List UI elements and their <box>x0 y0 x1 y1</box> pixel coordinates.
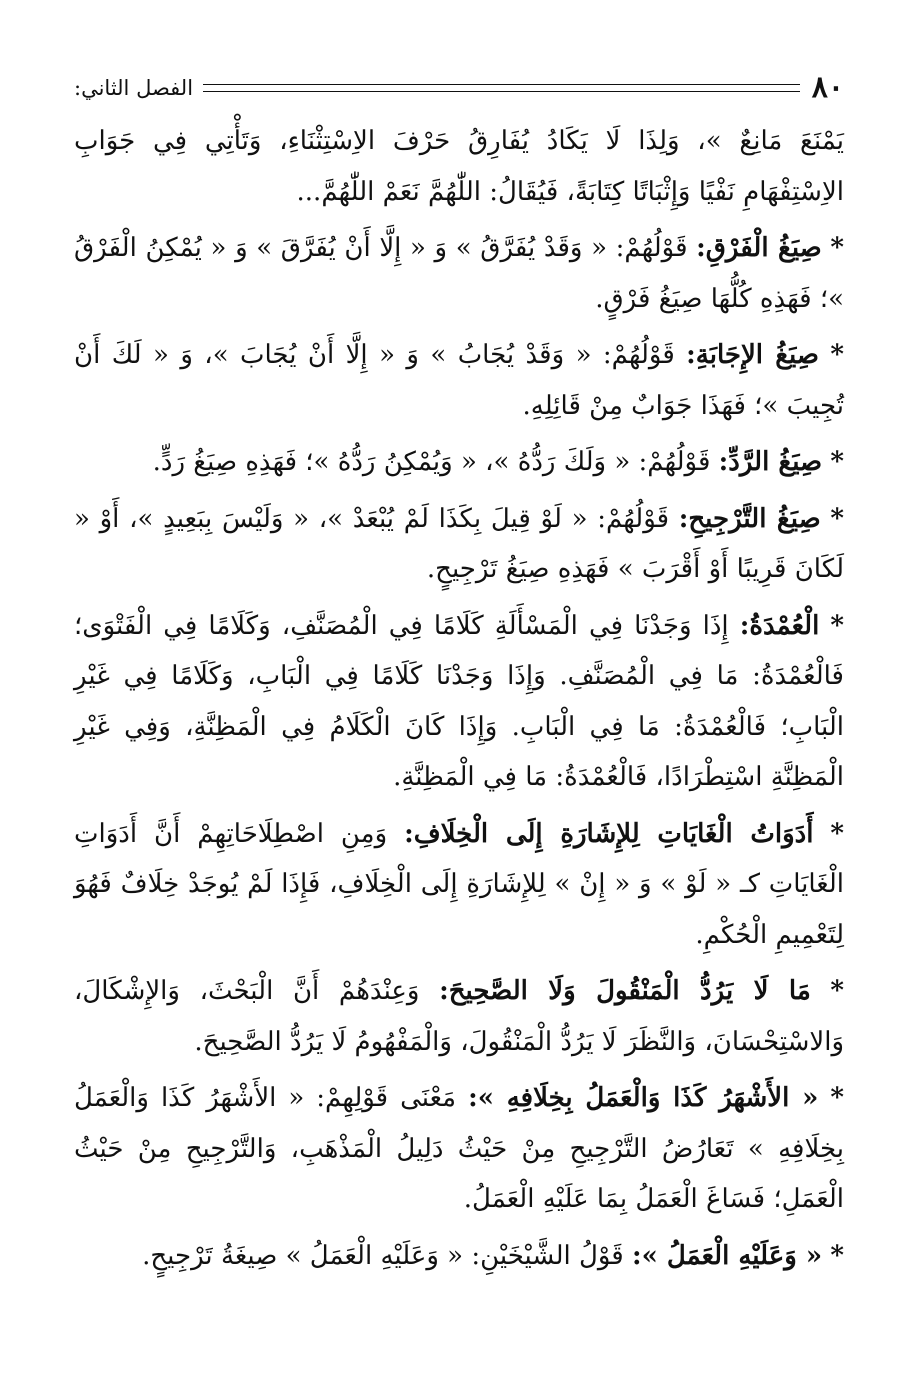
term-heading: مَا لَا يَرُدُّ الْمَنْقُولَ وَلَا الصَّحِيحَ: <box>439 976 811 1006</box>
bullet-star: * <box>830 503 845 534</box>
paragraph-wa-alayhi-alamal <box>74 1231 844 1282</box>
paragraph-adawat-alghayat <box>74 809 844 961</box>
term-heading: أَدَوَاتُ الْغَايَاتِ لِلإِشَارَةِ إِلَى الْخِلَافِ: <box>404 818 814 849</box>
paragraph-text: وَعِنْدَهُمْ أَنَّ الْبَحْثَ، وَالإِشْكَالَ، وَالاسْتِحْسَانَ، وَالنَّظَرَ لَا يَرُدُّ الْمَنْقُولَ، وَالْمَفْهُومُ لَا يَرُدُّ الصَّحِيحَ. <box>74 976 844 1057</box>
bullet-star: * <box>830 1083 845 1113</box>
bullet-star: * <box>830 610 845 641</box>
term-heading: « الأَشْهَرُ كَذَا وَالْعَمَلُ بِخِلَافِهِ »: <box>468 1083 819 1113</box>
page-body <box>74 116 844 1287</box>
paragraph-text: قَوْلُهُمْ: « لَوْ قِيلَ بِكَذَا لَمْ يُبْعَدْ »، « وَلَيْسَ بِبَعِيدٍ »، أَوْ « لَكَانَ قَرِيبًا أَوْ أَقْرَبَ » فَهَذِهِ صِيَغُ تَرْجِيحٍ. <box>74 503 844 584</box>
paragraph-siyagh-alradd <box>74 437 844 488</box>
bullet-star: * <box>830 1240 844 1271</box>
paragraph-text: قَوْلُهُمْ: « وَقَدْ يُجَابُ » وَ « إِلَّا أَنْ يُجَابَ »، وَ « لَكَ أَنْ تُجِيبَ »؛ فَهَذَا جَوَابٌ مِنْ قَائِلِهِ. <box>74 340 844 421</box>
paragraph-siyagh-alijaba <box>74 330 844 431</box>
paragraph-alashhar <box>74 1073 844 1225</box>
term-heading: صِيَغُ الإِجَابَةِ: <box>686 340 819 370</box>
header-rule <box>203 84 800 92</box>
paragraph-alumda <box>74 601 844 803</box>
paragraph-siyagh-alfarq <box>74 223 844 324</box>
term-heading: صِيَغُ التَّرْجِيحِ: <box>678 503 821 534</box>
bullet-star: * <box>830 976 845 1006</box>
paragraph-siyagh-altarjih <box>74 494 844 595</box>
page-number: ٨٠ <box>811 70 844 105</box>
bullet-star: * <box>830 818 845 849</box>
term-heading: الْعُمْدَةُ: <box>739 610 820 641</box>
paragraph-text: قَوْلُهُمْ: « وَلَكَ رَدُّهُ »، « وَيُمْكِنُ رَدُّهُ »؛ فَهَذِهِ صِيَغُ رَدٍّ. <box>152 447 711 477</box>
paragraph-text: يَمْنَعَ مَانِعٌ »، وَلِذَا لَا يَكَادُ يُفَارِقُ حَرْفَ الاِسْتِثْنَاءِ، وَتَأْتِي فِي جَوَابِ الاِسْتِفْهَامِ نَفْيًا وَإِثْبَاتًا كِتَابَةً، فَيُقَالُ: اللّٰهُمَّ نَعَمْ اللّٰهُمَّ... <box>74 126 844 207</box>
bullet-star: * <box>830 233 844 263</box>
bullet-star: * <box>830 447 844 477</box>
paragraph-ma-la-yarudd <box>74 966 844 1067</box>
term-heading: « وَعَلَيْهِ الْعَمَلُ »: <box>632 1240 823 1271</box>
term-heading: صِيَغُ الرَّدِّ: <box>718 447 823 477</box>
chapter-title: الفصل الثاني: <box>74 76 194 100</box>
running-header <box>74 68 844 108</box>
paragraph-continuation <box>74 116 844 217</box>
paragraph-text: قَوْلُهُمْ: « وَقَدْ يُفَرَّقُ » وَ « إِلَّا أَنْ يُفَرَّقَ » وَ « يُمْكِنُ الْفَرْقُ »؛ فَهَذِهِ كُلُّهَا صِيَغُ فَرْقٍ. <box>74 233 844 314</box>
paragraph-text: قَوْلُ الشَّيْخَيْنِ: « وَعَلَيْهِ الْعَمَلُ » صِيغَةُ تَرْجِيحٍ. <box>142 1240 624 1271</box>
term-heading: صِيَغُ الْفَرْقِ: <box>696 233 822 263</box>
bullet-star: * <box>830 340 844 370</box>
paragraph-text: وَمِنِ اصْطِلَاحَاتِهِمْ أَنَّ أَدَوَاتِ الْغَايَاتِ كـ « لَوْ » وَ « إِنْ » لِلإِشَارَةِ إِلَى الْخِلَافِ، فَإِذَا لَمْ يُوجَدْ خِلَافٌ فَهُوَ لِتَعْمِيمِ الْحُكْمِ. <box>74 818 844 950</box>
paragraph-text: مَعْنَى قَوْلِهِمْ: « الأَشْهَرُ كَذَا وَالْعَمَلُ بِخِلَافِهِ » تَعَارُضُ التَّرْجِيحِ مِنْ حَيْثُ دَلِيلُ الْمَذْهَبِ، وَالتَّرْجِيحِ مِنْ حَيْثُ الْعَمَلِ؛ فَسَاغَ الْعَمَلُ بِمَا عَلَيْهِ الْعَمَلُ. <box>74 1083 844 1214</box>
paragraph-text: إِذَا وَجَدْنَا فِي الْمَسْأَلَةِ كَلَامًا فِي الْمُصَنَّفِ، وَكَلَامًا فِي الْفَتْوَى؛ فَالْعُمْدَةُ: مَا فِي الْمُصَنَّفِ. وَإِذَا وَجَدْنَا كَلَامًا فِي الْبَابِ، وَكَلَامًا فِي غَيْرِ الْبَابِ؛ فَالْعُمْدَةُ: مَا فِي الْبَابِ. وَإِذَا كَانَ الْكَلَامُ فِي الْمَظِنَّةِ، وَفِي غَيْرِ الْمَظِنَّةِ اسْتِطْرَادًا، فَالْعُمْدَةُ: مَا فِي الْمَظِنَّةِ. <box>74 610 844 792</box>
